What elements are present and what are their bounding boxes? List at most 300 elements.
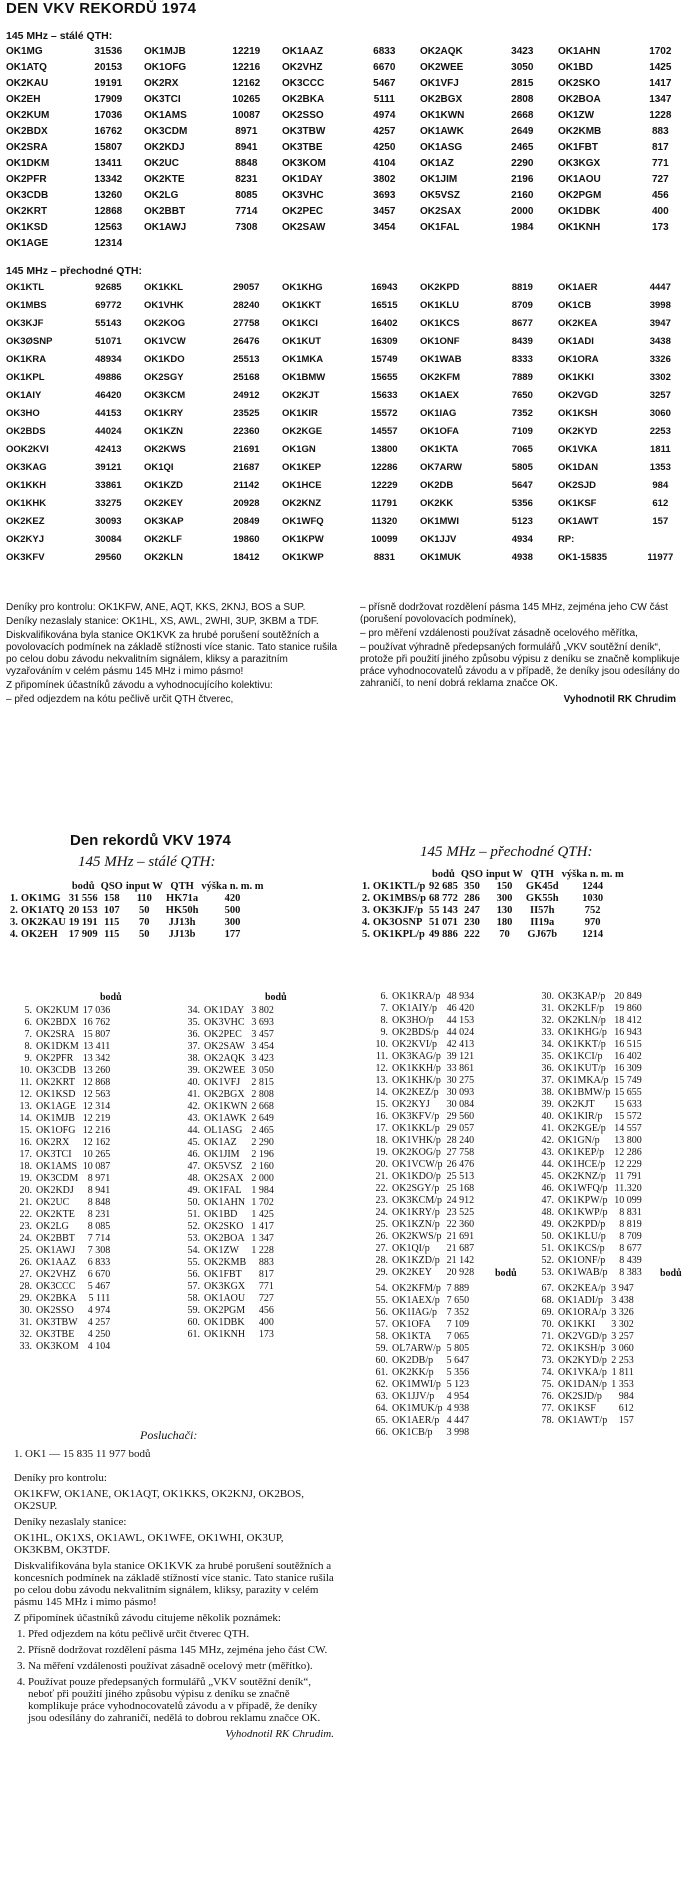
callsign-cell: OK3VHC	[281, 189, 324, 201]
callsign-cell: OK2RX	[143, 77, 179, 89]
remark-item: 3. Na měření vzdálenosti používat zásadně ocelový metr (měřítko).	[28, 1660, 334, 1672]
points-cell: 12 563	[82, 1088, 111, 1100]
list-item	[182, 1004, 282, 1016]
list-item	[370, 1318, 477, 1330]
rank-cell: 6.	[380, 990, 388, 1002]
points-cell: 3 438	[611, 1294, 634, 1306]
callsign-cell: OK1KTA	[419, 443, 459, 455]
table-row	[362, 928, 627, 940]
callsign-cell: OK1OFA	[419, 425, 460, 437]
points-cell: 15749	[371, 353, 398, 365]
points-cell: 16309	[371, 335, 398, 347]
callsign-cell: OK1AIY/p	[392, 1002, 437, 1014]
list-item	[370, 1122, 482, 1134]
result-cell: 150	[496, 880, 513, 892]
callsign-cell: OK1HCE	[281, 479, 322, 491]
rank-cell: 27.	[19, 1268, 32, 1280]
rank-cell: 41.	[541, 1122, 554, 1134]
callsign-cell: OK1KSD	[6, 221, 48, 233]
rank-cell: 24.	[19, 1232, 32, 1244]
points-cell: 3060	[649, 407, 671, 419]
rank-cell: 63.	[375, 1390, 388, 1402]
rank-cell: 18.	[19, 1160, 32, 1172]
callsign-cell: OK1KSF	[558, 1402, 596, 1414]
paragraph: Deníky pro kontrolu:	[14, 1472, 107, 1484]
result-cell: 230	[464, 916, 480, 928]
result-cell: OK2KAU	[20, 916, 66, 928]
list-item	[370, 1242, 482, 1254]
points-cell: 1353	[649, 461, 671, 473]
points-cell: 7 109	[446, 1318, 470, 1330]
points-cell: 33 861	[446, 1062, 475, 1074]
rank-cell: 42.	[187, 1100, 200, 1112]
callsign-cell: OK1ZW	[557, 109, 595, 121]
rank-cell: 55.	[375, 1294, 388, 1306]
callsign-cell: OK1AEX	[419, 389, 460, 401]
callsign-cell: OK1JIM	[419, 173, 458, 185]
callsign-cell: OK2PFR	[6, 173, 47, 185]
callsign-cell: OK2SJD/p	[558, 1390, 602, 1402]
callsign-cell: OK1KWN	[419, 109, 465, 121]
list-item	[370, 1038, 482, 1050]
points-cell: 16 309	[614, 1062, 642, 1074]
rank-cell: 47.	[187, 1160, 200, 1172]
points-cell: 8 709	[619, 1230, 642, 1242]
callsign-cell: OK5VSZ	[419, 189, 460, 201]
note-paragraph: Diskvalifikována byla stanice OK1KVK za hrubé porušení soutěžních a povolovacích podmínek na základě stížnosti více stanic. Tato stanice rušila po celou dobu závodu nekvalitním signálem, kliksy a parazitním vyzařováním v celém pásmu 145 MHz i mimo pásmo!	[6, 630, 338, 677]
points-cell: 25513	[233, 353, 260, 365]
points-cell: 5 467	[87, 1280, 111, 1292]
callsign-cell: OK1DBK	[557, 205, 601, 217]
note-paragraph: – pro měření vzdálenosti používat zásadně ocelového měřítka,	[360, 628, 638, 639]
list-item	[536, 1206, 650, 1218]
rank-cell: 35.	[187, 1016, 200, 1028]
callsign-cell: OK3CDB	[6, 189, 49, 201]
callsign-cell: OK1AGE	[6, 237, 49, 249]
list-item	[14, 1040, 118, 1052]
rank-cell: 26.	[375, 1230, 388, 1242]
rank-cell: 48.	[541, 1206, 554, 1218]
points-cell: 4 104	[87, 1340, 111, 1352]
rank-cell: 47.	[541, 1194, 554, 1206]
callsign-cell: OK1KHK/p	[392, 1074, 441, 1086]
table-row	[10, 916, 267, 928]
table-row	[6, 386, 696, 404]
points-cell: 12563	[94, 221, 123, 233]
callsign-cell: OK1DKM	[36, 1040, 79, 1052]
callsign-cell: OK1HCE/p	[558, 1158, 606, 1170]
callsign-cell: OK1AZ	[419, 157, 454, 169]
result-cell: 17 909	[68, 928, 98, 940]
callsign-cell: OK2BBT	[143, 205, 186, 217]
rank-cell: 23.	[19, 1220, 32, 1232]
list-item	[182, 1040, 282, 1052]
points-cell: 16515	[371, 299, 398, 311]
rank-cell: 10.	[375, 1038, 388, 1050]
points-cell: 8941	[235, 141, 258, 153]
points-cell: 7308	[235, 221, 258, 233]
callsign-cell: OK1KZD/p	[392, 1254, 440, 1266]
callsign-cell: OK1JJV/p	[392, 1390, 435, 1402]
points-cell: 5647	[511, 479, 533, 491]
callsign-cell: OK2KYD/p	[558, 1354, 607, 1366]
rank-cell: 28.	[19, 1280, 32, 1292]
callsign-cell: OK1DAN	[557, 461, 599, 473]
points-cell: 11791	[371, 497, 398, 509]
points-cell: 15655	[371, 371, 398, 383]
rank-cell: 52.	[187, 1220, 200, 1232]
result-cell: 19 191	[68, 916, 98, 928]
paragraph: Deníky nezaslaly stanice:	[14, 1516, 127, 1528]
rank-cell: 48.	[187, 1172, 200, 1184]
points-cell: 400	[258, 1316, 274, 1328]
points-cell: 1 984	[251, 1184, 274, 1196]
rank-cell: 37.	[187, 1040, 200, 1052]
callsign-cell: OK2KOG/p	[392, 1146, 441, 1158]
result-cell: 300	[496, 892, 513, 904]
callsign-cell: OK2KRT	[36, 1076, 75, 1088]
callsign-cell: OK1AMS	[36, 1160, 78, 1172]
rank-cell: 25.	[375, 1218, 388, 1230]
list-item	[370, 1014, 482, 1026]
callsign-cell: OK3CDM	[36, 1172, 79, 1184]
prechodne-qth-subtitle: 145 MHz – přechodné QTH:	[420, 844, 593, 860]
rank-cell: 33.	[541, 1026, 554, 1038]
callsign-cell: OK1ZW	[204, 1244, 239, 1256]
list-item	[370, 1050, 482, 1062]
callsign-cell: OK2LG	[36, 1220, 69, 1232]
points-cell: 3438	[649, 335, 671, 347]
rank-cell: 53.	[541, 1266, 554, 1278]
result-cell: 68 772	[428, 892, 458, 904]
callsign-cell: OK1KKT/p	[558, 1038, 606, 1050]
notes-right-column	[360, 602, 696, 708]
callsign-cell: OK1KDO	[143, 353, 185, 365]
points-cell: 2 196	[251, 1148, 274, 1160]
callsign-cell: OK2PEC	[204, 1028, 242, 1040]
callsign-cell: OK2KEZ/p	[392, 1086, 439, 1098]
points-cell: 6 833	[87, 1256, 111, 1268]
list-item	[182, 1316, 282, 1328]
list-item	[14, 1124, 118, 1136]
points-cell: 6 670	[87, 1268, 111, 1280]
callsign-cell: OK1KSF	[557, 497, 597, 509]
callsign-cell: OK2KGE	[281, 425, 323, 437]
list-item	[536, 1342, 642, 1354]
points-cell: 1 425	[251, 1208, 274, 1220]
callsign-cell: OK1AER	[557, 281, 598, 293]
points-cell: 771	[258, 1280, 274, 1292]
prechodne-qth-heading: 145 MHz – přechodné QTH:	[6, 265, 142, 277]
points-cell: 19 860	[614, 1002, 642, 1014]
rank-cell: 9.	[380, 1026, 388, 1038]
list-item	[536, 1050, 650, 1062]
rank-cell: 59.	[187, 1304, 200, 1316]
result-cell: 177	[224, 928, 241, 940]
list-item	[182, 1028, 282, 1040]
points-cell: 612	[618, 1402, 634, 1414]
list-item	[14, 1268, 118, 1280]
list-item	[14, 1292, 118, 1304]
callsign-cell: OK2KTE	[36, 1208, 75, 1220]
points-cell: 24 912	[446, 1194, 475, 1206]
points-cell: 727	[651, 173, 669, 185]
rank-cell: 32.	[19, 1328, 32, 1340]
callsign-cell: OK1AWT/p	[558, 1414, 608, 1426]
list-item	[370, 1294, 477, 1306]
points-cell: 39 121	[446, 1050, 475, 1062]
callsign-cell: OK1BD	[204, 1208, 238, 1220]
callsign-cell: OK2KYJ	[392, 1098, 430, 1110]
points-cell: 12 868	[82, 1076, 111, 1088]
points-cell: 15633	[371, 389, 398, 401]
rank-cell: 8.	[380, 1014, 388, 1026]
list-item	[14, 1196, 118, 1208]
points-cell: 16 515	[614, 1038, 642, 1050]
rank-cell: 11.	[19, 1076, 32, 1088]
rank-cell: 31.	[541, 1002, 554, 1014]
rank-cell: 37.	[541, 1074, 554, 1086]
callsign-cell: OK2KK	[419, 497, 454, 509]
result-cell: 286	[464, 892, 480, 904]
callsign-cell: OK2BKA	[36, 1292, 77, 1304]
list-item	[182, 1016, 282, 1028]
rank-cell: 43.	[187, 1112, 200, 1124]
points-cell: 8677	[511, 317, 533, 329]
result-cell: 4.	[10, 928, 18, 940]
list-item	[370, 1182, 482, 1194]
table-row	[6, 278, 696, 296]
callsign-cell: OK2KK/p	[392, 1366, 434, 1378]
list-item	[370, 1074, 482, 1086]
rank-cell: 16.	[375, 1110, 388, 1122]
points-cell: 3947	[649, 317, 671, 329]
list-item	[536, 1242, 650, 1254]
points-cell: 817	[258, 1268, 274, 1280]
points-cell: 10 099	[614, 1194, 642, 1206]
rank-cell: 40.	[187, 1076, 200, 1088]
points-cell: 2 253	[611, 1354, 634, 1366]
rank-cell: 54.	[187, 1244, 200, 1256]
list-item	[182, 1268, 282, 1280]
callsign-cell: OK1ADI/p	[558, 1294, 603, 1306]
list-item	[370, 1282, 477, 1294]
points-cell: 26476	[233, 335, 260, 347]
callsign-cell: OK2BOA	[204, 1232, 245, 1244]
list-item	[536, 1294, 642, 1306]
callsign-cell: OK1QI/p	[392, 1242, 430, 1254]
callsign-cell: OK3KGX	[204, 1280, 246, 1292]
callsign-cell: OK1MJB	[143, 45, 186, 57]
points-cell: 44 153	[446, 1014, 475, 1026]
rank-cell: 8.	[24, 1040, 32, 1052]
result-cell: 92 685	[428, 880, 458, 892]
callsign-cell: OK2SAX	[204, 1172, 244, 1184]
callsign-cell: RP:	[557, 533, 575, 545]
points-cell: 69772	[95, 299, 122, 311]
list-item	[536, 1254, 650, 1266]
list-item	[536, 990, 650, 1002]
callsign-cell: OK1VCW/p	[392, 1158, 443, 1170]
header-cell: bodů	[432, 869, 455, 880]
points-cell: 10087	[232, 109, 261, 121]
result-cell: GJ67b	[527, 928, 558, 940]
callsign-cell: OK1VKA	[557, 443, 598, 455]
callsign-cell: OK1AOU	[557, 173, 601, 185]
points-cell: 456	[258, 1304, 274, 1316]
callsign-cell: OK1VHK/p	[392, 1134, 441, 1146]
points-cell: 5 111	[88, 1292, 111, 1304]
points-cell: 10099	[371, 533, 398, 545]
callsign-cell: OK1ORA/p	[558, 1306, 607, 1318]
rank-cell: 62.	[375, 1378, 388, 1390]
points-cell: 30 093	[446, 1086, 475, 1098]
rank-cell: 50.	[187, 1196, 200, 1208]
callsign-cell: OK1KCS	[419, 317, 460, 329]
list-item	[370, 1330, 477, 1342]
points-cell: 7065	[511, 443, 533, 455]
callsign-cell: OK1KZD	[143, 479, 184, 491]
callsign-cell: OK1MWI	[419, 515, 460, 527]
rank-cell: 34.	[541, 1038, 554, 1050]
callsign-cell: OK3CCC	[36, 1280, 76, 1292]
points-label: bodů	[265, 992, 287, 1003]
list-item	[536, 1330, 642, 1342]
callsign-cell: OK1MUK/p	[392, 1402, 443, 1414]
result-cell: 4.	[362, 916, 370, 928]
points-cell: 16 402	[614, 1050, 642, 1062]
rank-cell: 60.	[375, 1354, 388, 1366]
table-row	[6, 219, 696, 235]
callsign-cell: OK2BDX	[6, 125, 48, 137]
callsign-cell: OK2KLN/p	[558, 1014, 606, 1026]
points-cell: 25168	[233, 371, 260, 383]
callsign-cell: OK2KFM	[419, 371, 461, 383]
header-cell	[373, 870, 429, 880]
points-cell: 4 938	[446, 1402, 470, 1414]
rank-cell: 21.	[375, 1170, 388, 1182]
list-item	[14, 1148, 118, 1160]
points-cell: 8439	[511, 335, 533, 347]
points-cell: 26 476	[446, 1158, 475, 1170]
rank-cell: 65.	[375, 1414, 388, 1426]
callsign-cell: OK2KEY	[143, 497, 184, 509]
result-cell: 1.	[362, 880, 370, 892]
callsign-cell: OK2SSO	[36, 1304, 74, 1316]
list-item	[14, 1304, 118, 1316]
points-cell: 4 257	[87, 1316, 111, 1328]
callsign-cell: OK1KNH	[204, 1328, 246, 1340]
points-cell: 7 650	[446, 1294, 470, 1306]
list-item	[536, 1098, 650, 1110]
callsign-cell: OK2KLN	[143, 551, 184, 563]
table-row	[6, 75, 696, 91]
points-cell: 1417	[649, 77, 672, 89]
callsign-cell: OK1FAL	[204, 1184, 242, 1196]
rank-cell: 74.	[541, 1366, 554, 1378]
callsign-cell: OK1OFG	[143, 61, 187, 73]
callsign-cell: OK1KRY	[143, 407, 184, 419]
points-cell: 55143	[95, 317, 122, 329]
points-cell: 7 714	[87, 1232, 111, 1244]
results-list	[370, 990, 482, 1278]
result-cell: GK55h	[525, 892, 559, 904]
callsign-cell: OK2KLF/p	[558, 1002, 605, 1014]
table-row	[362, 880, 627, 892]
points-cell: 2 668	[251, 1100, 274, 1112]
points-cell: 2465	[511, 141, 534, 153]
callsign-cell: OK3KCM	[143, 389, 186, 401]
list-item	[370, 1098, 482, 1110]
rank-cell: 21.	[19, 1196, 32, 1208]
points-cell: 7352	[511, 407, 533, 419]
points-cell: 12216	[232, 61, 261, 73]
list-item	[14, 1256, 118, 1268]
points-cell: 29 057	[446, 1122, 475, 1134]
callsign-cell: OK2KJT	[558, 1098, 595, 1110]
rank-cell: 25.	[19, 1244, 32, 1256]
list-item	[182, 1292, 282, 1304]
callsign-cell: OK2KEY	[392, 1266, 432, 1278]
header-cell: QSO	[100, 881, 123, 892]
results-list	[370, 1282, 477, 1438]
callsign-cell: OK1KSH	[557, 407, 598, 419]
rank-cell: 76.	[541, 1390, 554, 1402]
result-cell: 752	[584, 904, 601, 916]
callsign-cell: OK2KUM	[6, 109, 50, 121]
list-item	[14, 1232, 118, 1244]
list-item	[14, 1220, 118, 1232]
points-cell: 5 123	[446, 1378, 470, 1390]
points-cell: 3454	[373, 221, 396, 233]
callsign-cell: OK1KKH	[6, 479, 47, 491]
points-cell	[625, 530, 696, 548]
result-cell: 55 143	[428, 904, 458, 916]
result-cell: 130	[496, 904, 513, 916]
rank-cell: 38.	[187, 1052, 200, 1064]
result-cell: II57h	[530, 904, 555, 916]
points-cell: 2196	[511, 173, 534, 185]
callsign-cell: OK2KPD	[419, 281, 460, 293]
section-title: Den rekordů VKV 1974	[70, 832, 231, 849]
points-cell: 18412	[233, 551, 260, 563]
callsign-cell: OK2RX	[36, 1136, 70, 1148]
callsign-cell: OK1OFG	[36, 1124, 76, 1136]
rank-cell: 7.	[24, 1028, 32, 1040]
list-item	[182, 1100, 282, 1112]
table-row	[10, 892, 267, 904]
list-item	[536, 1026, 650, 1038]
points-cell: 16943	[371, 281, 398, 293]
list-item	[536, 1218, 650, 1230]
points-cell: 1 347	[251, 1232, 274, 1244]
callsign-cell: OK1DAN/p	[558, 1378, 607, 1390]
points-cell: 22360	[233, 425, 260, 437]
header-cell: input W	[486, 869, 523, 880]
result-cell: HK50h	[165, 904, 199, 916]
list-item	[370, 1402, 477, 1414]
result-cell: 500	[224, 904, 241, 916]
result-cell: 300	[224, 916, 241, 928]
paragraph: OK1KFW, OK1ANE, OK1AQT, OK1KKS, OK2KNJ, OK2BOS, OK2SUP.	[14, 1488, 304, 1512]
rank-cell: 44.	[541, 1158, 554, 1170]
points-cell: 8 831	[619, 1206, 642, 1218]
callsign-cell: OK1AZ	[204, 1136, 237, 1148]
points-cell: 2 465	[251, 1124, 274, 1136]
callsign-cell: OK1AER/p	[392, 1414, 440, 1426]
callsign-cell: OK2UC	[36, 1196, 70, 1208]
points-cell: 3998	[649, 299, 671, 311]
